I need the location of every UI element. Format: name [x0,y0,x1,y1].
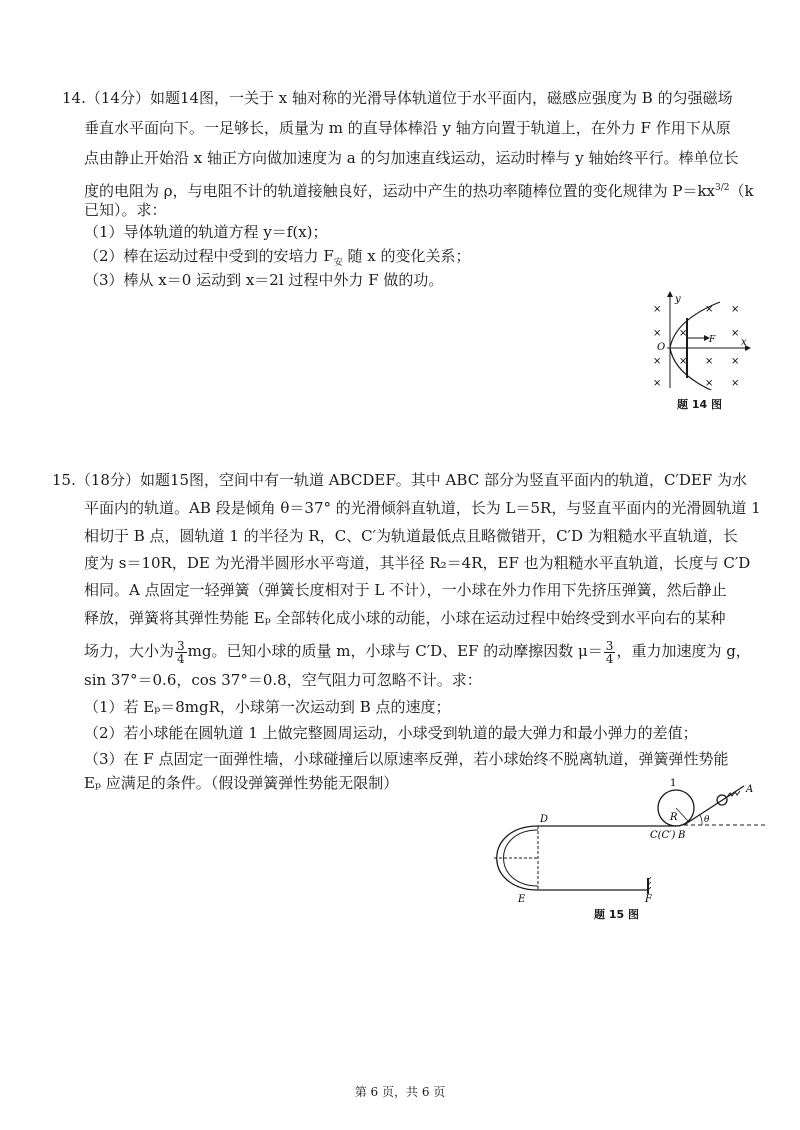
q14-sub-2-text: （2）棒在运动过程中受到的安培力 F [84,247,334,265]
x-axis-label: x [741,337,747,348]
q14-line-4-tail: （k [729,182,754,200]
q15-line-6: 释放，弹簧将其弹性势能 Eₚ 全部转化成小球的动能，小球在运动过程中始终受到水平向右的某种 [84,609,726,627]
q14-line-1: 14.（14分）如题14图，一关于 x 轴对称的光滑导体轨道位于水平面内，磁感应强度为 B 的匀强磁场 [62,89,733,107]
q14-figure [645,290,755,415]
q15-sub-2: （2）若小球能在圆轨道 1 上做完整圆周运动，小球受到轨道的最大弹力和最小弹力的差值； [84,724,698,742]
q15-line-7-mid: mg。已知小球的质量 m，小球与 C′D、EF 的动摩擦因数 μ＝ [187,642,603,660]
q14-line-5: 已知）。求： [84,201,167,219]
q14-line-4-text: 度的电阻为 ρ，与电阻不计的轨道接触良好，运动中产生的热功率随棒位置的变化规律为 P＝kx [84,182,716,200]
q14-sub-3: （3）棒从 x＝0 运动到 x＝2l 过程中外力 F 做的功。 [84,271,444,289]
field-cross: × [653,378,662,389]
q14-line-2: 垂直水平面向下。一足够长，质量为 m 的直导体棒沿 y 轴方向置于轨道上，在外力 F 作用下从原 [84,119,731,137]
field-cross: × [705,378,714,389]
field-cross: × [731,304,740,315]
q14-sub-2-subscript: 安 [333,258,343,268]
field-cross: × [731,356,740,367]
q15-line-4: 度为 s＝10R，DE 为光滑半圆形水平弯道，其半径 R₂＝4R，EF 也为粗糙水平直轨道，长度与 C′D [84,554,751,572]
q15-line-5: 相同。A 点固定一轻弹簧（弹簧长度相对于 L 不计），一小球在外力作用下先挤压弹簧，然后静止 [84,581,727,599]
q15-figure-diagram [488,778,770,903]
q14-exponent: 3/2 [715,183,730,193]
label-r: R [670,812,678,823]
field-cross: × [731,378,740,389]
force-fraction [175,640,187,665]
q15-sub-3: （3）在 F 点固定一面弹性墙，小球碰撞后以原速率反弹，若小球始终不脱离轨道，弹簧弹性势能 [84,750,729,768]
q15-line-2: 平面内的轨道。AB 段是倾角 θ＝37° 的光滑倾斜直轨道，长为 L＝5R，与竖直平面内的光滑圆轨道 1 [84,499,761,517]
field-cross: × [731,328,740,339]
mu-fraction-numerator: 3 [605,638,614,653]
label-f: F [645,894,652,903]
label-theta: θ [704,815,710,825]
q15-line-8: sin 37°＝0.6，cos 37°＝0.8，空气阻力可忽略不计。求： [84,671,482,689]
q15-line-3: 相切于 B 点，圆轨道 1 的半径为 R，C、C′为轨道最低点且略微错开，C′D 为粗糙水平直轨道，长 [84,527,738,545]
field-cross: × [653,328,662,339]
page-footer: 第 6 页，共 6 页 [354,1085,446,1099]
field-cross: × [705,356,714,367]
q14-figure-diagram [645,290,755,390]
q14-line-3: 点由静止开始沿 x 轴正方向做加速度为 a 的匀加速直线运动，运动时棒与 y 轴始终平行。棒单位长 [84,149,739,167]
force-fraction-numerator: 3 [177,638,185,653]
magnetic-field-crosses [653,304,739,389]
field-cross: × [653,356,662,367]
label-e: E [518,894,526,903]
q15-figure [488,778,770,923]
label-loop-1: 1 [670,778,677,789]
mu-fraction-denominator: 4 [605,651,614,666]
field-cross: × [679,356,688,367]
field-cross: × [679,328,688,339]
y-axis-label: y [675,294,681,305]
q14-sub-2-tail: 随 x 的变化关系； [342,247,471,265]
mu-fraction [604,640,616,665]
loop-radius [676,808,688,821]
q14-sub-1: （1）导体轨道的轨道方程 y＝f(x)； [84,223,328,241]
q14-line-4 [84,178,754,201]
q14-sub-2 [84,246,471,273]
q15-line-7-text: 场力，大小为 [84,642,175,660]
label-b: B [678,830,686,841]
q15-line-7-tail: ，重力加速度为 g， [616,642,751,660]
angle-arc [700,815,702,825]
force-label: F [709,335,716,345]
label-d: D [540,814,549,825]
q15-line-7 [84,634,751,668]
q15-sub-1: （1）若 Eₚ＝8mgR，小球第一次运动到 B 点的速度； [84,698,451,716]
origin-label: O [657,342,666,353]
q14-figure-caption: 题 14 图 [677,398,722,411]
q15-sub-3-b: Eₚ 应满足的条件。（假设弹簧弹性势能无限制） [84,774,399,792]
field-cross: × [705,304,714,315]
field-cross: × [653,304,662,315]
q15-figure-caption: 题 15 图 [594,908,639,921]
label-a: A [746,784,754,795]
force-fraction-denominator: 4 [177,651,185,666]
q15-line-1: 15.（18分）如题15图，空间中有一轨道 ABCDEF。其中 ABC 部分为竖直平面内的轨道，C′DEF 为水 [52,471,747,489]
label-c: C(C′) [650,830,676,841]
